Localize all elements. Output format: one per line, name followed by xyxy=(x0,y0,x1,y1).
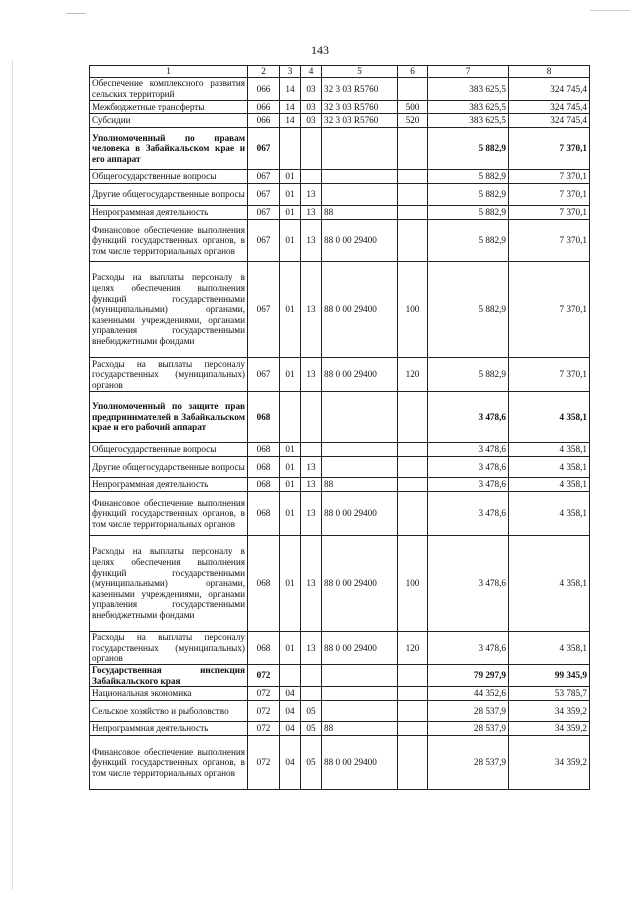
cell-subsection: 03 xyxy=(301,114,322,128)
cell-v2: 4 358,1 xyxy=(509,457,590,478)
cell-name: Национальная экономика xyxy=(90,687,248,701)
table-row xyxy=(90,687,590,701)
scan-artifact-line xyxy=(590,10,630,11)
cell-subsection: 13 xyxy=(301,220,322,262)
cell-v1: 5 882,9 xyxy=(428,358,509,392)
table-row xyxy=(90,665,590,687)
cell-subsection: 13 xyxy=(301,492,322,536)
cell-subsection xyxy=(301,687,322,701)
cell-code: 066 xyxy=(248,78,280,101)
cell-target xyxy=(322,701,398,722)
cell-target: 88 0 00 29400 xyxy=(322,736,398,790)
cell-type: 120 xyxy=(398,632,428,665)
cell-code: 072 xyxy=(248,701,280,722)
cell-code: 066 xyxy=(248,114,280,128)
cell-type xyxy=(398,443,428,457)
table-row xyxy=(90,358,590,392)
table-row xyxy=(90,101,590,114)
cell-section: 01 xyxy=(280,632,301,665)
cell-name: Обеспечение комплексного развития сельских территорий xyxy=(90,78,248,101)
cell-code: 072 xyxy=(248,665,280,687)
cell-v1: 3 478,6 xyxy=(428,392,509,443)
cell-v2: 7 370,1 xyxy=(509,262,590,358)
cell-name: Расходы на выплаты персоналу в целях обеспечения выполнения функций государственными (муниципальными) органами, казенными учреждениями, органами управления государственными внебюджетными фондами xyxy=(90,262,248,358)
table-row xyxy=(90,443,590,457)
cell-name: Непрограммная деятельность xyxy=(90,206,248,220)
cell-type: 100 xyxy=(398,536,428,632)
cell-name: Межбюджетные трансферты xyxy=(90,101,248,114)
cell-target xyxy=(322,457,398,478)
cell-section: 14 xyxy=(280,101,301,114)
header-cell: 2 xyxy=(248,66,280,78)
header-cell: 6 xyxy=(398,66,428,78)
cell-section xyxy=(280,128,301,170)
cell-type xyxy=(398,220,428,262)
cell-v2: 34 359,2 xyxy=(509,736,590,790)
cell-v1: 3 478,6 xyxy=(428,492,509,536)
cell-subsection: 13 xyxy=(301,536,322,632)
header-cell: 8 xyxy=(509,66,590,78)
cell-v1: 5 882,9 xyxy=(428,206,509,220)
cell-v2: 324 745,4 xyxy=(509,101,590,114)
header-cell: 4 xyxy=(301,66,322,78)
cell-name: Субсидии xyxy=(90,114,248,128)
cell-type xyxy=(398,457,428,478)
cell-code: 067 xyxy=(248,128,280,170)
cell-name: Государственная инспекция Забайкальского края xyxy=(90,665,248,687)
cell-v2: 4 358,1 xyxy=(509,632,590,665)
cell-name: Общегосударственные вопросы xyxy=(90,170,248,184)
cell-section: 14 xyxy=(280,78,301,101)
cell-v2: 7 370,1 xyxy=(509,184,590,206)
table-row xyxy=(90,492,590,536)
cell-name: Финансовое обеспечение выполнения функций государственных органов, в том числе территориальных органов xyxy=(90,492,248,536)
cell-v1: 5 882,9 xyxy=(428,262,509,358)
cell-v1: 28 537,9 xyxy=(428,701,509,722)
cell-code: 067 xyxy=(248,206,280,220)
cell-target xyxy=(322,443,398,457)
cell-v1: 5 882,9 xyxy=(428,170,509,184)
cell-type xyxy=(398,170,428,184)
cell-section: 01 xyxy=(280,184,301,206)
cell-v2: 324 745,4 xyxy=(509,114,590,128)
cell-subsection xyxy=(301,392,322,443)
cell-code: 068 xyxy=(248,492,280,536)
cell-subsection: 13 xyxy=(301,358,322,392)
cell-target: 88 xyxy=(322,206,398,220)
cell-subsection: 13 xyxy=(301,262,322,358)
cell-section: 01 xyxy=(280,206,301,220)
cell-code: 068 xyxy=(248,632,280,665)
cell-v2: 34 359,2 xyxy=(509,701,590,722)
cell-type xyxy=(398,478,428,492)
header-cell: 1 xyxy=(90,66,248,78)
cell-v2: 53 785,7 xyxy=(509,687,590,701)
cell-v2: 4 358,1 xyxy=(509,492,590,536)
cell-subsection: 03 xyxy=(301,101,322,114)
cell-code: 067 xyxy=(248,262,280,358)
cell-code: 068 xyxy=(248,457,280,478)
table-row xyxy=(90,736,590,790)
cell-section: 01 xyxy=(280,170,301,184)
table-row xyxy=(90,128,590,170)
cell-type xyxy=(398,492,428,536)
cell-name: Расходы на выплаты персоналу государственных (муниципальных) органов xyxy=(90,358,248,392)
cell-type xyxy=(398,392,428,443)
cell-code: 067 xyxy=(248,170,280,184)
cell-subsection xyxy=(301,443,322,457)
cell-target xyxy=(322,665,398,687)
cell-v2: 34 359,2 xyxy=(509,722,590,736)
table-row xyxy=(90,78,590,101)
cell-v1: 383 625,5 xyxy=(428,101,509,114)
cell-v2: 7 370,1 xyxy=(509,220,590,262)
table-row xyxy=(90,114,590,128)
cell-name: Расходы на выплаты персоналу государственных (муниципальных) органов xyxy=(90,632,248,665)
cell-subsection: 13 xyxy=(301,478,322,492)
cell-v2: 4 358,1 xyxy=(509,536,590,632)
cell-section: 01 xyxy=(280,443,301,457)
cell-target: 88 0 00 29400 xyxy=(322,262,398,358)
table-row xyxy=(90,701,590,722)
cell-v1: 5 882,9 xyxy=(428,220,509,262)
cell-type xyxy=(398,78,428,101)
header-cell: 5 xyxy=(322,66,398,78)
cell-target: 88 0 00 29400 xyxy=(322,358,398,392)
cell-v1: 3 478,6 xyxy=(428,536,509,632)
cell-v2: 324 745,4 xyxy=(509,78,590,101)
cell-name: Общегосударственные вопросы xyxy=(90,443,248,457)
cell-section: 01 xyxy=(280,536,301,632)
cell-v2: 7 370,1 xyxy=(509,358,590,392)
cell-target: 88 xyxy=(322,478,398,492)
cell-v2: 7 370,1 xyxy=(509,128,590,170)
cell-subsection xyxy=(301,665,322,687)
cell-target xyxy=(322,687,398,701)
cell-target: 88 0 00 29400 xyxy=(322,536,398,632)
cell-v2: 4 358,1 xyxy=(509,392,590,443)
cell-v1: 79 297,9 xyxy=(428,665,509,687)
cell-v2: 7 370,1 xyxy=(509,206,590,220)
page-number: 143 xyxy=(311,43,329,57)
cell-code: 068 xyxy=(248,478,280,492)
cell-target xyxy=(322,128,398,170)
cell-v1: 383 625,5 xyxy=(428,114,509,128)
cell-type xyxy=(398,184,428,206)
table-row xyxy=(90,392,590,443)
cell-type xyxy=(398,665,428,687)
cell-section xyxy=(280,665,301,687)
scan-artifact-line xyxy=(66,13,86,14)
cell-code: 068 xyxy=(248,392,280,443)
budget-table xyxy=(89,65,590,790)
cell-v1: 383 625,5 xyxy=(428,78,509,101)
cell-type xyxy=(398,736,428,790)
cell-type xyxy=(398,701,428,722)
cell-code: 066 xyxy=(248,101,280,114)
cell-subsection xyxy=(301,170,322,184)
cell-v2: 99 345,9 xyxy=(509,665,590,687)
cell-type: 520 xyxy=(398,114,428,128)
cell-target: 88 0 00 29400 xyxy=(322,492,398,536)
cell-target: 32 3 03 R5760 xyxy=(322,114,398,128)
table-row xyxy=(90,632,590,665)
table-row xyxy=(90,206,590,220)
cell-type xyxy=(398,687,428,701)
cell-name: Непрограммная деятельность xyxy=(90,478,248,492)
header-cell: 3 xyxy=(280,66,301,78)
cell-subsection: 05 xyxy=(301,722,322,736)
cell-v1: 5 882,9 xyxy=(428,184,509,206)
cell-target xyxy=(322,392,398,443)
cell-v1: 5 882,9 xyxy=(428,128,509,170)
cell-target xyxy=(322,170,398,184)
cell-target: 88 xyxy=(322,722,398,736)
cell-code: 068 xyxy=(248,443,280,457)
cell-code: 067 xyxy=(248,358,280,392)
cell-name: Финансовое обеспечение выполнения функций государственных органов, в том числе территориальных органов xyxy=(90,220,248,262)
cell-type: 120 xyxy=(398,358,428,392)
cell-name: Сельское хозяйство и рыболовство xyxy=(90,701,248,722)
cell-code: 067 xyxy=(248,220,280,262)
cell-type xyxy=(398,128,428,170)
cell-section: 14 xyxy=(280,114,301,128)
cell-subsection: 05 xyxy=(301,701,322,722)
cell-code: 067 xyxy=(248,184,280,206)
cell-target: 32 3 03 R5760 xyxy=(322,78,398,101)
cell-section: 04 xyxy=(280,687,301,701)
cell-v2: 7 370,1 xyxy=(509,170,590,184)
table-row xyxy=(90,722,590,736)
cell-section: 01 xyxy=(280,358,301,392)
cell-target: 88 0 00 29400 xyxy=(322,632,398,665)
cell-code: 068 xyxy=(248,536,280,632)
cell-section xyxy=(280,392,301,443)
cell-v1: 44 352,6 xyxy=(428,687,509,701)
cell-subsection: 13 xyxy=(301,184,322,206)
table-row xyxy=(90,170,590,184)
scan-artifact-line xyxy=(12,60,13,890)
cell-section: 01 xyxy=(280,220,301,262)
cell-type: 100 xyxy=(398,262,428,358)
cell-name: Финансовое обеспечение выполнения функций государственных органов, в том числе территориальных органов xyxy=(90,736,248,790)
cell-type xyxy=(398,206,428,220)
cell-section: 01 xyxy=(280,457,301,478)
cell-code: 072 xyxy=(248,722,280,736)
cell-name: Уполномоченный по защите прав предпринимателей в Забайкальском крае и его рабочий аппарат xyxy=(90,392,248,443)
table-row xyxy=(90,478,590,492)
cell-subsection: 13 xyxy=(301,206,322,220)
cell-subsection: 03 xyxy=(301,78,322,101)
table-row xyxy=(90,536,590,632)
cell-v2: 4 358,1 xyxy=(509,443,590,457)
cell-type xyxy=(398,722,428,736)
table-row xyxy=(90,262,590,358)
cell-name: Расходы на выплаты персоналу в целях обеспечения выполнения функций государственными (муниципальными) органами, казенными учреждениями, органами управления государственными внебюджетными фондами xyxy=(90,536,248,632)
cell-section: 01 xyxy=(280,478,301,492)
cell-subsection: 05 xyxy=(301,736,322,790)
cell-section: 01 xyxy=(280,262,301,358)
table-row xyxy=(90,457,590,478)
cell-section: 01 xyxy=(280,492,301,536)
cell-v1: 28 537,9 xyxy=(428,722,509,736)
cell-target: 88 0 00 29400 xyxy=(322,220,398,262)
cell-code: 072 xyxy=(248,736,280,790)
cell-v1: 28 537,9 xyxy=(428,736,509,790)
header-cell: 7 xyxy=(428,66,509,78)
cell-v2: 4 358,1 xyxy=(509,478,590,492)
cell-target: 32 3 03 R5760 xyxy=(322,101,398,114)
cell-name: Уполномоченный по правам человека в Забайкальском крае и его аппарат xyxy=(90,128,248,170)
cell-name: Непрограммная деятельность xyxy=(90,722,248,736)
cell-type: 500 xyxy=(398,101,428,114)
cell-target xyxy=(322,184,398,206)
cell-subsection xyxy=(301,128,322,170)
cell-v1: 3 478,6 xyxy=(428,632,509,665)
cell-name: Другие общегосударственные вопросы xyxy=(90,457,248,478)
cell-v1: 3 478,6 xyxy=(428,443,509,457)
cell-code: 072 xyxy=(248,687,280,701)
cell-section: 04 xyxy=(280,701,301,722)
table-row xyxy=(90,184,590,206)
cell-name: Другие общегосударственные вопросы xyxy=(90,184,248,206)
table-row xyxy=(90,220,590,262)
cell-section: 04 xyxy=(280,722,301,736)
cell-subsection: 13 xyxy=(301,457,322,478)
cell-v1: 3 478,6 xyxy=(428,457,509,478)
cell-v1: 3 478,6 xyxy=(428,478,509,492)
cell-section: 04 xyxy=(280,736,301,790)
table-header-row xyxy=(90,66,590,78)
cell-subsection: 13 xyxy=(301,632,322,665)
